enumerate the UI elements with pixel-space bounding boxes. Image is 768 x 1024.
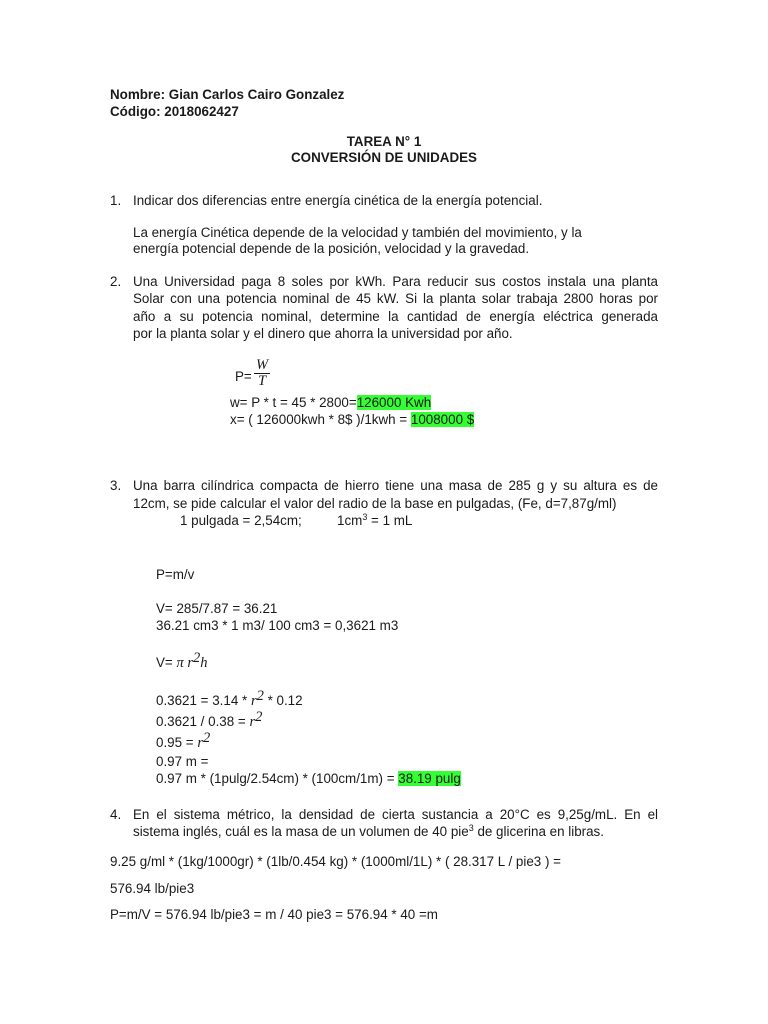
q3-question-line: Una barra cilíndrica compacta de hierro tiene una masa de 285 g y su altura es de — [133, 478, 658, 493]
q1-answer-line: La energía Cinética depende de la velocidad y también del movimiento, y la — [133, 225, 582, 240]
q4-number: 4. — [110, 807, 122, 822]
q4-question-line: En el sistema métrico, la densidad de cierta sustancia a 20°C es 9,25g/mL. En el — [133, 807, 658, 822]
q3-step-radius: 0.97 m = — [156, 754, 209, 769]
q1-question: Indicar dos diferencias entre energía cinética de la energía potencial. — [133, 193, 543, 208]
q4-question-line — [133, 823, 604, 840]
q2-money-formula: x= ( 126000kwh * 8$ )/1kwh = — [230, 412, 411, 427]
step-r: r — [250, 693, 257, 709]
fraction-denominator: T — [254, 373, 270, 389]
conv-base: 1cm — [337, 513, 363, 528]
step-pre: 0.95 = — [156, 735, 198, 750]
conv-rest: = 1 mL — [367, 513, 413, 528]
step-exponent: 2 — [202, 730, 211, 746]
q2-number: 2. — [110, 274, 122, 289]
q2-energy-line — [230, 394, 431, 411]
conv-exponent: 3 — [362, 512, 368, 522]
step-exponent: 2 — [193, 650, 201, 666]
q4-q-exponent: 3 — [468, 823, 474, 833]
q3-number: 3. — [110, 478, 122, 493]
step-exponent: 2 — [255, 709, 263, 725]
step-pre: 0.3621 = 3.14 * — [156, 693, 251, 708]
q1-answer-line: energía potencial depende de la posición, velocidad y la gravedad. — [133, 241, 530, 256]
q1-number: 1. — [110, 193, 122, 208]
q2-question-line: Solar con una potencia nominal de 45 kW. Si la planta solar trabaja 2800 horas por — [133, 291, 658, 306]
q3-step-substitute — [156, 688, 303, 710]
q3-step-volume: V= 285/7.87 = 36.21 — [156, 601, 278, 616]
student-code: Código: 2018062427 — [110, 104, 239, 119]
q3-conversion-volume — [337, 512, 412, 529]
q3-question-line: 12cm, se pide calcular el valor del radio de la base en pulgadas, (Fe, d=7,87g/ml) — [133, 496, 617, 511]
step-formula: 0.97 m * (1pulg/2.54cm) * (100cm/1m) = — [156, 771, 399, 786]
q4-step-density: 576.94 lb/pie3 — [110, 881, 195, 896]
q2-money-line — [230, 411, 474, 428]
q3-step-density: P=m/v — [156, 567, 195, 582]
q2-question-line: por la planta solar y el dinero que ahorra la universidad por año. — [133, 326, 513, 341]
step-math-h: h — [200, 655, 208, 671]
q4-step-conversion: 9.25 g/ml * (1kg/1000gr) * (1lb/0.454 kg) * (1000ml/1L) * ( 28.317 L / pie3 ) = — [110, 854, 561, 869]
q3-step-inches — [156, 770, 461, 787]
step-r: r — [197, 735, 203, 751]
step-pre: 0.3621 / 0.38 = — [156, 714, 250, 729]
q3-step-divide — [156, 709, 263, 731]
q2-power-label: P= — [235, 369, 252, 384]
step-post: * 0.12 — [263, 693, 303, 708]
q2-question-line: Una Universidad paga 8 soles por kWh. Para reducir sus costos instala una planta — [133, 274, 658, 289]
q4-q-post: de glicerina en libras. — [473, 824, 604, 839]
q2-energy-formula: w= P * t = 45 * 2800= — [230, 395, 357, 410]
page-title: TAREA N° 1 — [346, 134, 422, 149]
q2-energy-result: 126000 Kwh — [356, 395, 432, 410]
q3-step-cylinder — [156, 650, 208, 672]
step-label: V= — [156, 655, 177, 670]
fraction-numerator: W — [256, 357, 269, 373]
q4-q-pre: sistema inglés, cuál es la masa de un volumen de 40 pie — [133, 824, 469, 839]
q2-money-result: 1008000 $ — [410, 412, 475, 427]
student-name: Nombre: Gian Carlos Cairo Gonzalez — [110, 87, 345, 102]
step-r: r — [249, 714, 256, 730]
q2-power-fraction — [254, 358, 270, 389]
q3-result: 38.19 pulg — [398, 771, 461, 786]
q3-step-result-r2 — [156, 730, 211, 752]
q3-step-convert: 36.21 cm3 * 1 m3/ 100 cm3 = 0,3621 m3 — [156, 618, 399, 633]
q3-conversion-inch: 1 pulgada = 2,54cm; — [180, 513, 302, 528]
page-subtitle: CONVERSIÓN DE UNIDADES — [290, 150, 477, 165]
q2-question-line: año a su potencia nominal, determine la cantidad de energía eléctrica generada — [133, 309, 658, 324]
q4-step-mass: P=m/V = 576.94 lb/pie3 = m / 40 pie3 = 576.94 * 40 =m — [110, 907, 438, 922]
step-exponent: 2 — [256, 688, 264, 704]
step-math: π r — [176, 655, 194, 671]
